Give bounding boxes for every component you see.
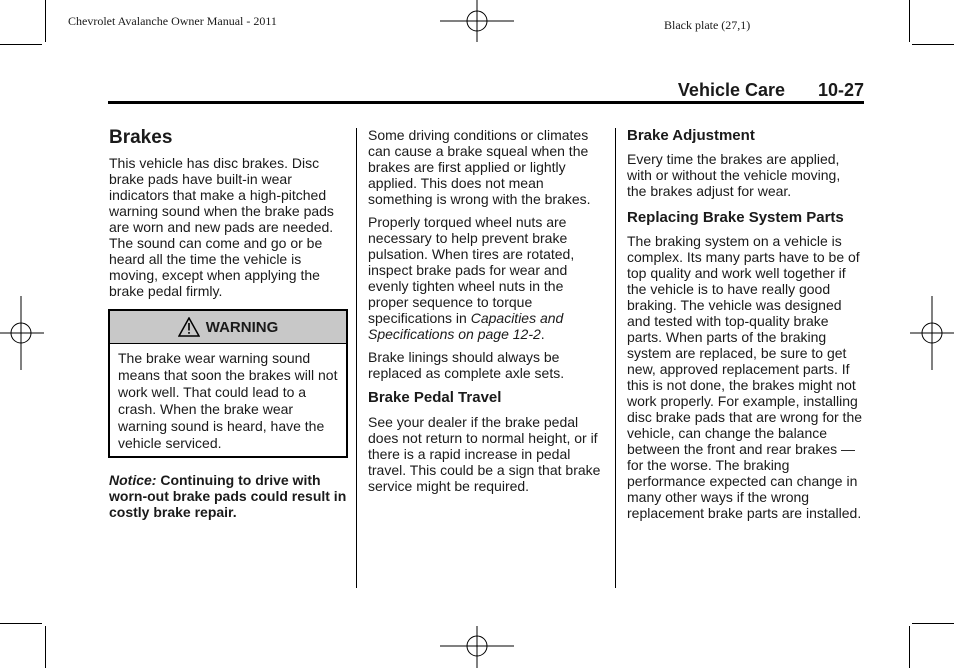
warning-label: WARNING <box>205 318 279 336</box>
column-divider-1 <box>356 128 357 588</box>
column-1 <box>109 127 349 299</box>
registration-mark-right-icon <box>910 296 954 370</box>
replacing-parts-heading: Replacing Brake System Parts <box>627 209 844 226</box>
linings-paragraph: Brake linings should always be replaced as complete axle sets. <box>368 349 565 381</box>
notice-label: Notice: <box>109 472 157 488</box>
brake-adjustment-heading: Brake Adjustment <box>627 127 755 144</box>
warning-box <box>108 309 348 458</box>
section-title: Vehicle Care <box>677 80 785 100</box>
notice-text: Continuing to drive with worn-out brake pads could result in costly brake repair. <box>109 472 347 520</box>
column-3 <box>627 127 863 521</box>
squeal-paragraph: Some driving conditions or climates can cause a brake squeal when the brakes are first applied or lightly applied. This does not mean something is wrong with the brakes. <box>368 127 591 207</box>
capacities-link[interactable]: Capacities and Specifications on page 12-2 <box>368 310 564 342</box>
warning-body: The brake wear warning sound means that soon the brakes will not work well. That could lead to a crash. When the brake wear warning sound is heard, have the vehicle serviced. <box>118 350 338 451</box>
brake-pedal-travel-heading: Brake Pedal Travel <box>368 389 502 406</box>
brakes-heading: Brakes <box>109 127 173 148</box>
page-number: 10-27 <box>817 80 864 100</box>
registration-mark-top-icon <box>440 0 514 44</box>
replacing-parts-text: The braking system on a vehicle is complex. Its many parts have to be of top quality and work well together if the vehicle is to have really good braking. The vehicle was designed and tested with top-quality brake parts. When parts of the braking system are replaced, be sure to get new, approved replacement parts. If this is not done, the brakes might not work properly. For example, installing disc brake pads that are wrong for the vehicle, can change the balance between the front and rear brakes — for the worse. The braking performance expected can change in many other ways if the wrong replacement brake parts are installed. <box>627 233 863 521</box>
wheel-nuts-suffix: . <box>540 326 545 342</box>
section-header <box>0 80 864 102</box>
wheel-nuts-paragraph <box>368 214 604 342</box>
column-2 <box>368 127 604 494</box>
notice <box>109 472 349 520</box>
manual-title: Chevrolet Avalanche Owner Manual - 2011 <box>68 14 277 28</box>
brakes-intro: This vehicle has disc brakes. Disc brake pads have built-in wear indicators that make a high-pitched warning sound when the brake pads are worn and new pads are needed. The sound can come and go or be heard all the time the vehicle is moving, except when applying the brake pedal firmly. <box>109 155 334 299</box>
registration-mark-bottom-icon <box>440 626 514 668</box>
column-divider-2 <box>615 128 616 588</box>
registration-mark-left-icon <box>0 296 44 370</box>
brake-pedal-travel-text: See your dealer if the brake pedal does not return to normal height, or if there is a rapid increase in pedal travel. This could be a sign that brake service might be required. <box>368 414 601 494</box>
plate-label: Black plate (27,1) <box>664 18 751 32</box>
wheel-nuts-text: Properly torqued wheel nuts are necessary to help prevent brake pulsation. When tires are rotated, inspect brake pads for wear and evenly tighten wheel nuts in the proper sequence to torque specifications in <box>368 214 575 326</box>
header-rule <box>108 101 864 104</box>
warning-triangle-icon <box>178 317 200 337</box>
brake-adjustment-text: Every time the brakes are applied, with or without the vehicle moving, the brakes adjust for wear. <box>627 151 841 199</box>
warning-header <box>110 311 346 344</box>
